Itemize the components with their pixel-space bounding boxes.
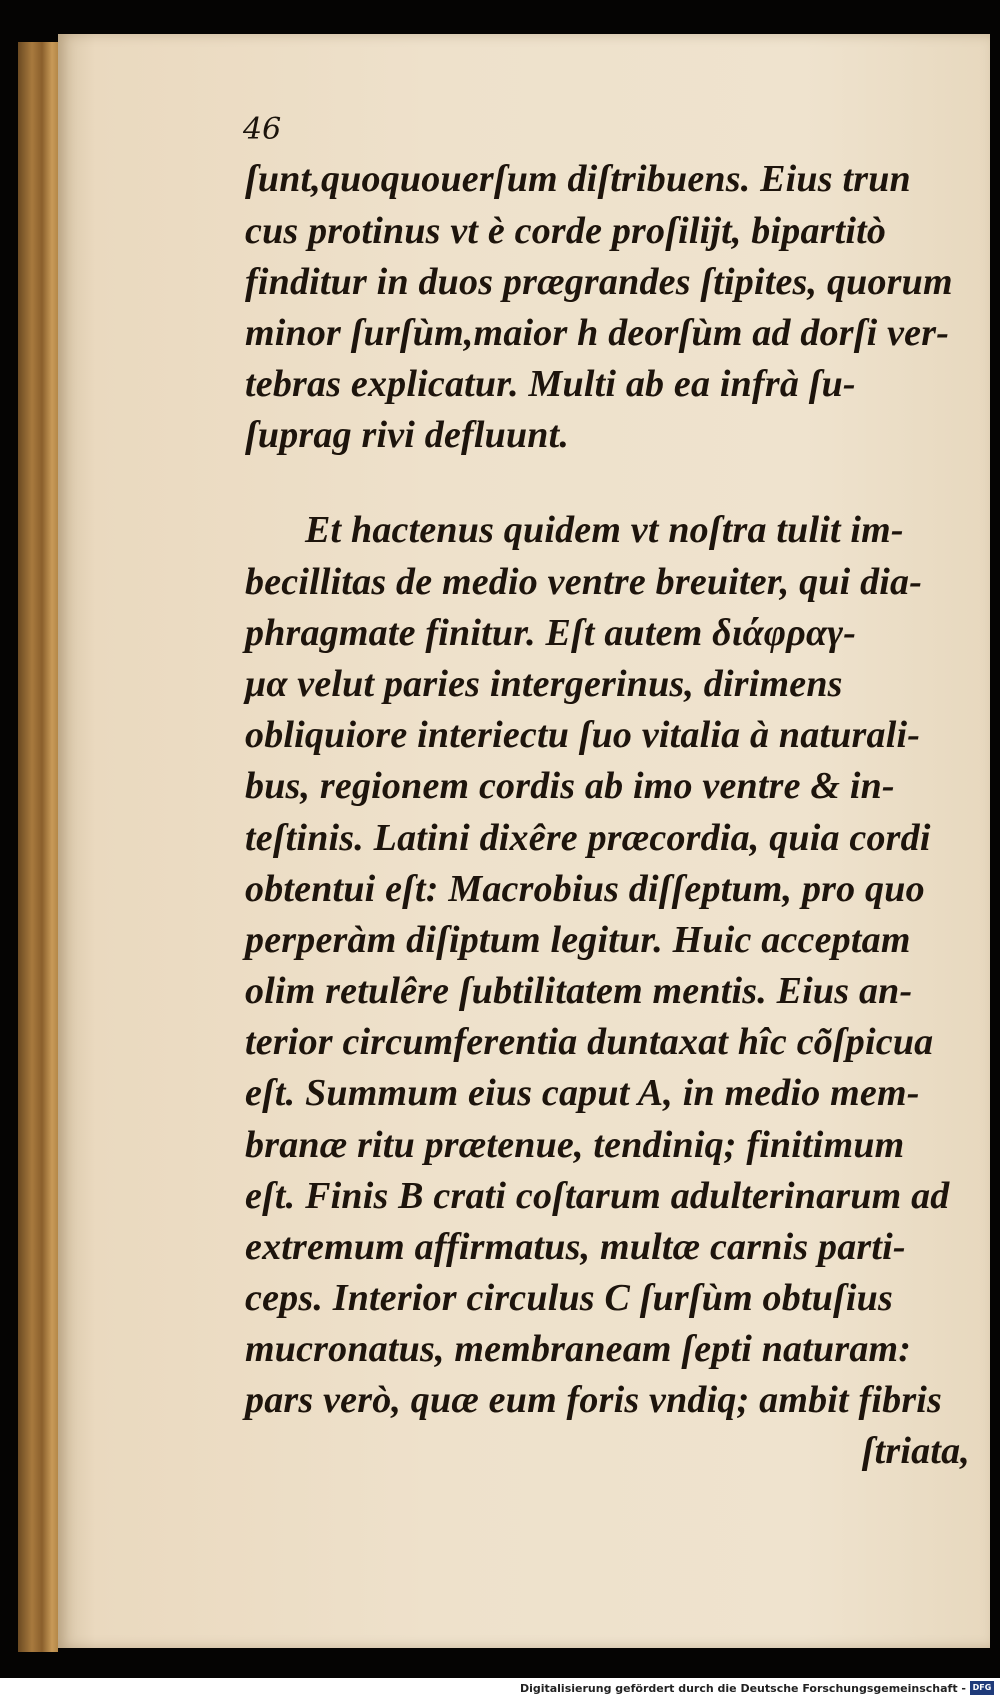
text-line: Et hactenus quidem vt noſtra tulit im- xyxy=(305,509,904,551)
text-line: branæ ritu prætenue, tendiniq; finitimum xyxy=(245,1124,905,1166)
text-line: obliquiore interiectu ſuo vitalia à naturali- xyxy=(245,714,921,756)
text-line: extremum affirmatus, multæ carnis parti- xyxy=(245,1226,906,1268)
text-line: eſt. Summum eius caput A, in medio mem- xyxy=(245,1072,920,1114)
text-line: becillitas de medio ventre breuiter, qui dia- xyxy=(245,561,923,603)
text-line: cus protinus vt è corde proſilijt, bipartitò xyxy=(245,210,887,252)
funding-credit: Digitalisierung gefördert durch die Deutsche Forschungsgemeinschaft - xyxy=(519,1682,966,1695)
text-line: ſunt,quoquouerſum diſtribuens. Eius trun xyxy=(245,158,911,200)
text-line: perperàm diſiptum legitur. Huic acceptam xyxy=(245,919,911,961)
text-line: mucronatus, membraneam ſepti naturam: xyxy=(245,1328,912,1370)
text-line: tebras explicatur. Multi ab ea infrà ſu- xyxy=(245,363,856,405)
dfg-logo: DFG xyxy=(970,1681,994,1695)
text-line: terior circumferentia duntaxat hîc cõſpicua xyxy=(245,1021,934,1063)
page-number: 46 xyxy=(243,112,282,147)
text-line: teſtinis. Latini dixêre præcordia, quia cordi xyxy=(245,817,931,859)
text-line: finditur in duos prægrandes ſtipites, quorum xyxy=(245,261,953,303)
text-line: ceps. Interior circulus C ſurſùm obtuſius xyxy=(245,1277,893,1319)
text-line: phragmate finitur. Eſt autem διάφραγ- xyxy=(245,612,857,654)
text-line: minor ſurſùm,maior h deorſùm ad dorſi ver- xyxy=(245,312,950,354)
text-line: ſuprag rivi defluunt. xyxy=(245,414,570,456)
text-line: bus, regionem cordis ab imo ventre & in- xyxy=(245,765,895,807)
text-line: μα velut paries intergerinus, dirimens xyxy=(245,663,843,705)
text-line: obtentui eſt: Macrobius diſſeptum, pro quo xyxy=(245,868,925,910)
text-line: pars verò, quæ eum foris vndiq; ambit fibris xyxy=(245,1379,943,1421)
book-cover-edge xyxy=(18,42,58,1652)
text-line: eſt. Finis B crati coſtarum adulterinarum ad xyxy=(245,1175,950,1217)
catchword: ſtriata, xyxy=(861,1430,970,1472)
text-line: olim retulêre ſubtilitatem mentis. Eius an- xyxy=(245,970,913,1012)
